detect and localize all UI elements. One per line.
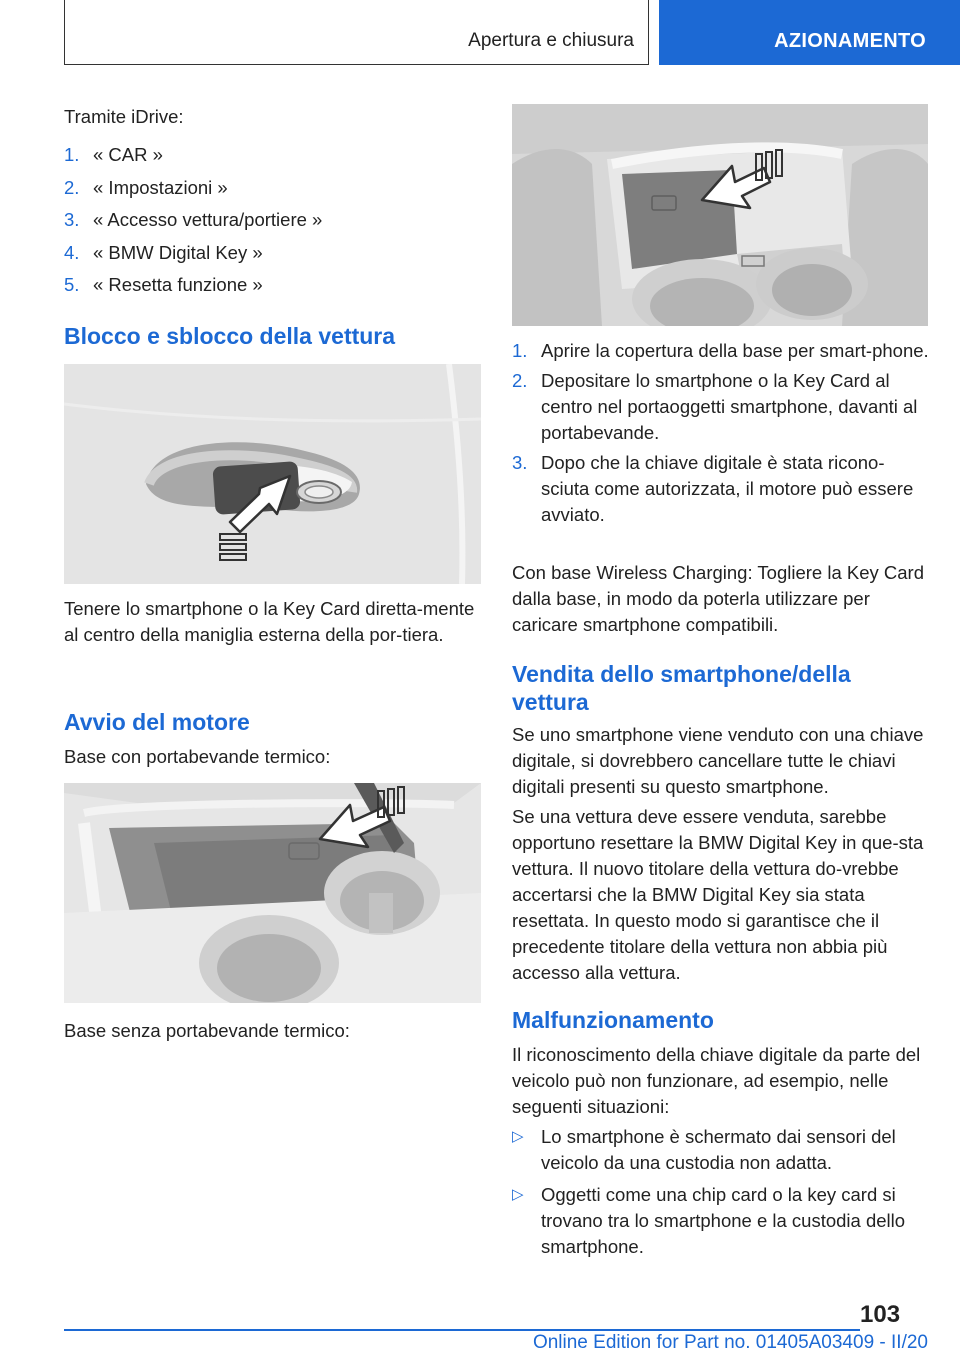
triangle-bullet-icon: ▷ <box>512 1128 524 1145</box>
console-thermal-figure <box>64 783 481 1003</box>
list-item: ▷ Oggetti come una chip card o la key card si trovano tra lo smartphone e la custodia dello smartphone. <box>512 1184 906 1257</box>
heading-lock-unlock: Blocco e sblocco della vettura <box>64 323 396 349</box>
triangle-bullet-icon: ▷ <box>512 1186 524 1203</box>
heading-engine-start: Avvio del motore <box>64 709 250 735</box>
heading-sale: Vendita dello smartphone/della vettura <box>512 661 851 715</box>
sale-paragraph-1: Se uno smartphone viene venduto con una chiave digitale, si dovrebbero cancellare tutte le chiavi digitali presenti su questo smartphone. <box>512 724 924 797</box>
list-item: 2. Depositare lo smartphone o la Key Card al centro nel portaoggetti smartphone, davanti al portabevande. <box>512 370 918 443</box>
header-chapter-box <box>659 0 960 65</box>
footer-edition: Online Edition for Part no. 01405A03409 - II/20 <box>532 1332 928 1353</box>
list-item: 1. « CAR » <box>64 144 163 165</box>
list-item: 5. « Resetta funzione » <box>64 274 263 295</box>
header-section-box <box>64 0 649 65</box>
list-item: 4. « BMW Digital Key » <box>64 241 263 263</box>
header-chapter-title: AZIONAMENTO <box>774 30 926 52</box>
idrive-intro: Tramite iDrive: <box>64 106 184 127</box>
malfunction-bullets <box>512 1124 930 1260</box>
door-handle-figure <box>64 364 481 584</box>
list-item: ▷ Lo smartphone è schermato dai sensori del veicolo da una custodia non adatta. <box>512 1126 896 1173</box>
malfunction-paragraph: Il riconoscimento della chiave digitale da parte del veicolo può non funzionare, ad esempio, nelle seguenti situazioni: <box>512 1044 921 1117</box>
thermal-base-label: Base con portabevande termico: <box>64 746 331 767</box>
console-standard-figure <box>512 104 928 326</box>
sale-paragraph-2: Se una vettura deve essere venduta, sarebbe opportuno resettare la BMW Digital Key in que-sta vettura. Il nuovo titolare della vettura do-vrebbe accertarsi che la BMW Digital Key sia stata resettata. In questo modo si garantisce che il precedente titolare della vettura non abbia più accesso alla vettura. <box>512 806 924 983</box>
engine-start-steps <box>512 338 930 528</box>
list-item: 2. « Impostazioni » <box>64 176 228 198</box>
list-item: 1. Aprire la copertura della base per smart-phone. <box>512 340 929 361</box>
heading-malfunction: Malfunzionamento <box>512 1007 714 1033</box>
list-item: 3. « Accesso vettura/portiere » <box>64 209 323 230</box>
header-section-title: Apertura e chiusura <box>468 30 634 51</box>
footer-divider <box>64 1329 860 1331</box>
non-thermal-base-label: Base senza portabevande termico: <box>64 1020 350 1041</box>
idrive-steps <box>64 142 481 298</box>
lock-instructions: Tenere lo smartphone o la Key Card diretta-mente al centro della maniglia esterna della por-tiera. <box>64 598 475 645</box>
wireless-charging-note: Con base Wireless Charging: Togliere la Key Card dalla base, in modo da poterla utilizzare per caricare smartphone compatibili. <box>512 562 924 635</box>
page-number: 103 <box>860 1301 901 1328</box>
list-item: 3. Dopo che la chiave digitale è stata ricono-sciuta come autorizzata, il motore può essere avviato. <box>512 452 914 525</box>
